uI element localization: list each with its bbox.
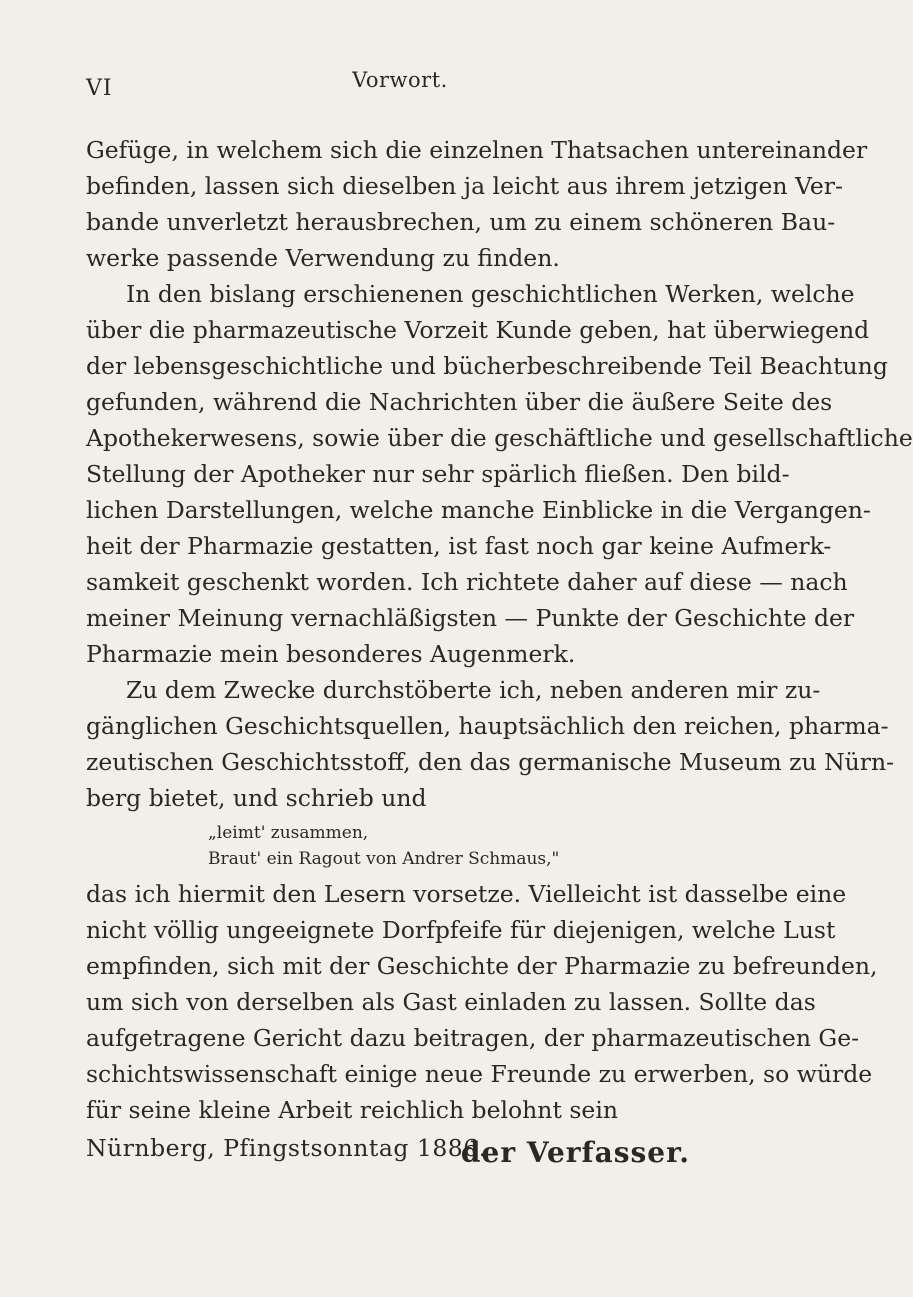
paragraph	[86, 672, 895, 816]
body-text	[86, 132, 913, 1168]
text-line: bande unverletzt herausbrechen, um zu einem schöneren Bau-	[86, 208, 836, 236]
text-line: aufgetragene Gericht dazu beitragen, der pharmazeutischen Ge-	[86, 1024, 860, 1052]
text-line: Gefüge, in welchem sich die einzelnen Thatsachen untereinander	[86, 136, 868, 164]
text-line: schichtswissenschaft einige neue Freunde zu erwerben, so würde	[86, 1060, 873, 1088]
text-line: berg bietet, und schrieb und	[86, 784, 427, 812]
text-line: für seine kleine Arbeit reichlich belohnt sein	[86, 1096, 618, 1124]
verse-quote	[86, 820, 762, 872]
paragraph	[86, 276, 913, 672]
text-line: befinden, lassen sich dieselben ja leicht aus ihrem jetzigen Ver-	[86, 172, 843, 200]
text-line: Stellung der Apotheker nur sehr spärlich fließen. Den bild-	[86, 460, 790, 488]
text-line: empfinden, sich mit der Geschichte der Pharmazie zu befreunden,	[86, 952, 878, 980]
text-line: das ich hiermit den Lesern vorsetze. Vielleicht ist dasselbe eine	[86, 880, 847, 908]
author-signature: der Verfasser.	[460, 1136, 690, 1169]
text-line: heit der Pharmazie gestatten, ist fast noch gar keine Aufmerk-	[86, 532, 832, 560]
text-line: Zu dem Zwecke durchstöberte ich, neben anderen mir zu-	[126, 676, 821, 704]
text-line: gefunden, während die Nachrichten über die äußere Seite des	[86, 388, 833, 416]
text-line: um sich von derselben als Gast einladen zu lassen. Sollte das	[86, 988, 816, 1016]
text-line: meiner Meinung vernachläßigsten — Punkte der Geschichte der	[86, 604, 855, 632]
quote-line: „leimt' zusammen,	[208, 823, 369, 843]
text-line: zeutischen Geschichtsstoff, den das germanische Museum zu Nürn-	[86, 748, 895, 776]
text-line: nicht völlig ungeeignete Dorfpfeife für diejenigen, welche Lust	[86, 916, 836, 944]
text-line: Apothekerwesens, sowie über die geschäftliche und gesellschaftliche	[86, 424, 913, 452]
text-line: Pharmazie mein besonderes Augenmerk.	[86, 640, 576, 668]
page-number: VI	[86, 76, 113, 101]
text-line: der lebensgeschichtliche und bücherbeschreibende Teil Beachtung	[86, 352, 888, 380]
text-line: gänglichen Geschichtsquellen, hauptsächlich den reichen, pharma-	[86, 712, 889, 740]
place-date: Nürnberg, Pfingstsonntag 1886.	[86, 1134, 487, 1162]
running-title: Vorwort.	[352, 68, 448, 92]
text-line: lichen Darstellungen, welche manche Einblicke in die Vergangen-	[86, 496, 871, 524]
paragraph	[86, 876, 878, 1128]
page-header	[0, 66, 800, 106]
paragraph	[86, 132, 868, 276]
text-line: über die pharmazeutische Vorzeit Kunde geben, hat überwiegend	[86, 316, 870, 344]
text-line: werke passende Verwendung zu finden.	[86, 244, 560, 272]
text-line: samkeit geschenkt worden. Ich richtete daher auf diese — nach	[86, 568, 848, 596]
quote-line: Braut' ein Ragout von Andrer Schmaus,"	[208, 849, 560, 869]
text-line: In den bislang erschienenen geschichtlichen Werken, welche	[126, 280, 855, 308]
